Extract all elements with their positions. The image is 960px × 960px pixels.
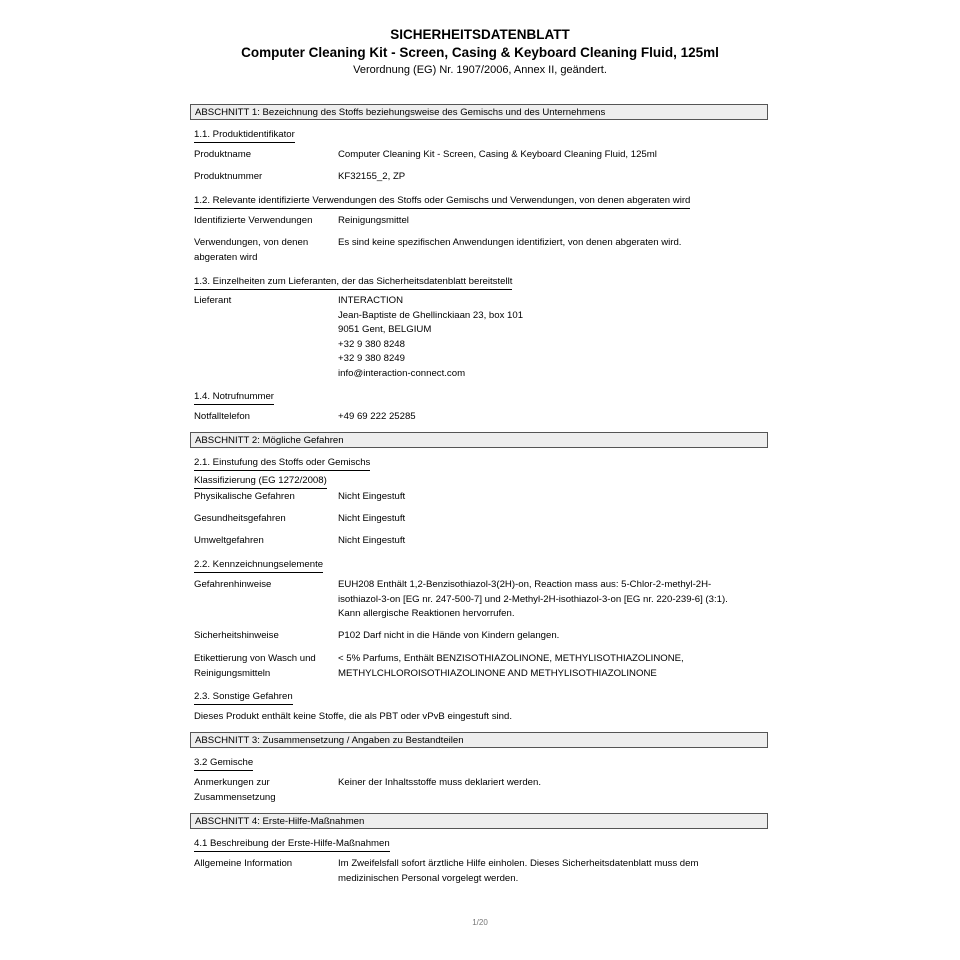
etikettierung-line-1: < 5% Parfums, Enthält BENZISOTHIAZOLINONE, METHYLISOTHIAZOLINONE, <box>338 653 684 664</box>
allgemeine-information-line-1: Im Zweifelsfall sofort ärztliche Hilfe einholen. Dieses Sicherheitsdatenblatt muss dem <box>338 858 699 869</box>
subsection-1-3: 1.3. Einzelheiten zum Lieferanten, der das Sicherheitsdatenblatt bereitstellt <box>194 275 512 290</box>
abgeraten-label-line-2: abgeraten wird <box>194 251 258 263</box>
lieferant-city: 9051 Gent, BELGIUM <box>338 324 432 335</box>
anmerkungen-label-line-1: Anmerkungen zur <box>194 777 270 788</box>
identifizierte-verwendungen-value: Reinigungsmittel <box>338 215 409 226</box>
sicherheitshinweise-label: Sicherheitshinweise <box>194 630 279 641</box>
section-3-heading: ABSCHNITT 3: Zusammensetzung / Angaben zu Bestandteilen <box>190 732 768 748</box>
produktname-label: Produktname <box>194 149 252 160</box>
subsection-2-2: 2.2. Kennzeichnungselemente <box>194 558 323 573</box>
umweltgefahren-value: Nicht Eingestuft <box>338 535 406 546</box>
notfalltelefon-label: Notfalltelefon <box>194 411 250 422</box>
subsection-2-1: 2.1. Einstufung des Stoffs oder Gemischs <box>194 456 370 471</box>
subsection-3-2: 3.2 Gemische <box>194 756 253 771</box>
subsection-4-1: 4.1 Beschreibung der Erste-Hilfe-Maßnahmen <box>194 837 390 852</box>
etikettierung-line-2: METHYLCHLOROISOTHIAZOLINONE AND METHYLISOTHIAZOLINONE <box>338 667 657 679</box>
subsection-1-2: 1.2. Relevante identifizierte Verwendungen des Stoffs oder Gemischs und Verwendungen, von denen abgeraten wird <box>194 194 690 209</box>
lieferant-email: info@interaction-connect.com <box>338 367 466 379</box>
lieferant-name: INTERACTION <box>338 295 404 306</box>
produktname-value: Computer Cleaning Kit - Screen, Casing & Keyboard Cleaning Fluid, 125ml <box>338 149 657 160</box>
notfalltelefon-value: +49 69 222 25285 <box>338 411 416 422</box>
anmerkungen-value: Keiner der Inhaltsstoffe muss deklariert werden. <box>338 777 541 788</box>
subsection-1-4: 1.4. Notrufnummer <box>194 390 274 405</box>
regulation-subtitle: Verordnung (EG) Nr. 1907/2006, Annex II, geändert. <box>353 64 607 76</box>
sicherheitshinweise-value: P102 Darf nicht in die Hände von Kindern gelangen. <box>338 630 560 641</box>
etikettierung-label-line-2: Reinigungsmitteln <box>194 667 271 679</box>
gefahrenhinweise-line-3: Kann allergische Reaktionen hervorrufen. <box>338 608 515 619</box>
physikalische-gefahren-label: Physikalische Gefahren <box>194 491 295 502</box>
gefahrenhinweise-line-1: EUH208 Enthält 1,2-Benzisothiazol-3(2H)-on, Reaction mass aus: 5-Chlor-2-methyl-2H- <box>338 579 712 590</box>
physikalische-gefahren-value: Nicht Eingestuft <box>338 491 406 502</box>
section-2-heading: ABSCHNITT 2: Mögliche Gefahren <box>190 432 768 448</box>
etikettierung-label-line-1: Etikettierung von Wasch und <box>194 653 316 664</box>
lieferant-phone-1: +32 9 380 8248 <box>338 338 405 350</box>
gefahrenhinweise-line-2: isothiazol-3-on [EG nr. 247-500-7] und 2-Methyl-2H-isothiazol-3-on [EG nr. 220-239-6] (3:1). <box>338 593 728 605</box>
sonstige-gefahren-text: Dieses Produkt enthält keine Stoffe, die als PBT oder vPvB eingestuft sind. <box>194 711 513 722</box>
subsection-2-3: 2.3. Sonstige Gefahren <box>194 690 293 705</box>
section-1-heading: ABSCHNITT 1: Bezeichnung des Stoffs beziehungsweise des Gemischs und des Unternehmens <box>190 104 768 120</box>
lieferant-label: Lieferant <box>194 295 232 306</box>
document-title: SICHERHEITSDATENBLATT <box>390 27 570 42</box>
produktnummer-label: Produktnummer <box>194 171 263 182</box>
gefahrenhinweise-label: Gefahrenhinweise <box>194 579 272 590</box>
anmerkungen-label-line-2: Zusammensetzung <box>194 791 276 803</box>
allgemeine-information-line-2: medizinischen Personal vorgelegt werden. <box>338 872 519 884</box>
lieferant-street: Jean-Baptiste de Ghellinckiaan 23, box 101 <box>338 309 524 321</box>
abgeraten-value: Es sind keine spezifischen Anwendungen identifiziert, von denen abgeraten wird. <box>338 237 682 248</box>
gesundheitsgefahren-value: Nicht Eingestuft <box>338 513 406 524</box>
identifizierte-verwendungen-label: Identifizierte Verwendungen <box>194 215 313 226</box>
umweltgefahren-label: Umweltgefahren <box>194 535 264 546</box>
page-number: 1/20 <box>472 918 488 927</box>
product-title: Computer Cleaning Kit - Screen, Casing & Keyboard Cleaning Fluid, 125ml <box>241 45 719 60</box>
produktnummer-value: KF32155_2, ZP <box>338 171 406 182</box>
klassifizierung-heading: Klassifizierung (EG 1272/2008) <box>194 474 327 489</box>
section-4-heading: ABSCHNITT 4: Erste-Hilfe-Maßnahmen <box>190 813 768 829</box>
gesundheitsgefahren-label: Gesundheitsgefahren <box>194 513 286 524</box>
lieferant-phone-2: +32 9 380 8249 <box>338 353 405 364</box>
allgemeine-information-label: Allgemeine Information <box>194 858 293 869</box>
abgeraten-label-line-1: Verwendungen, von denen <box>194 237 309 248</box>
subsection-1-1: 1.1. Produktidentifikator <box>194 128 295 143</box>
